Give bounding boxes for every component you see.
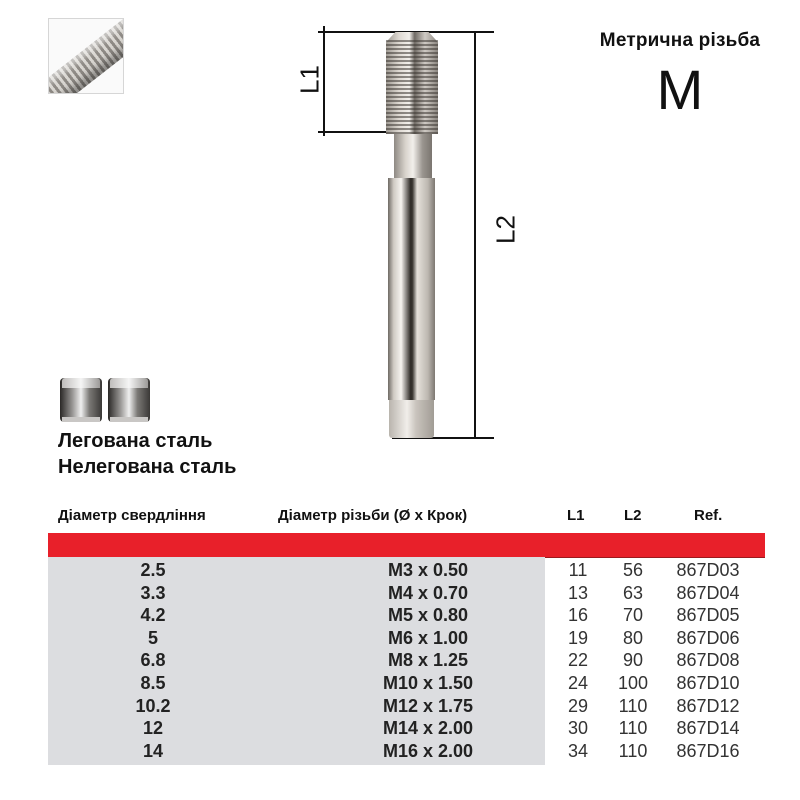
tap-shank bbox=[388, 178, 435, 400]
cell-ref: 867D08 bbox=[676, 650, 740, 671]
product-thumbnail[interactable] bbox=[48, 18, 124, 94]
thread-type-mark: M bbox=[656, 58, 704, 121]
table-row bbox=[48, 649, 765, 672]
spec-table-body bbox=[48, 559, 765, 762]
material-alloy-steel: Легована сталь bbox=[58, 430, 213, 452]
cell-ref: 867D06 bbox=[676, 627, 740, 648]
cell-l2: 110 bbox=[618, 718, 648, 739]
cell-ref: 867D05 bbox=[676, 605, 740, 626]
cell-l2: 110 bbox=[618, 740, 648, 761]
l1-label: L1 bbox=[294, 65, 325, 94]
cell-ref: 867D12 bbox=[676, 695, 740, 716]
alloy-steel-icon bbox=[60, 378, 102, 422]
cell-thread: M16 x 2.00 bbox=[382, 740, 474, 761]
cell-l1: 13 bbox=[567, 582, 589, 603]
header-l2: L2 bbox=[624, 507, 642, 524]
cell-l2: 56 bbox=[622, 560, 644, 580]
cell-l1: 19 bbox=[567, 627, 589, 648]
cell-drill: 10.2 bbox=[135, 695, 171, 716]
cell-l2: 63 bbox=[622, 582, 644, 603]
cell-l1: 30 bbox=[567, 718, 589, 739]
cell-thread: M14 x 2.00 bbox=[382, 718, 474, 739]
thread-type-title: Метрична різьба bbox=[599, 30, 761, 51]
table-row bbox=[48, 627, 765, 650]
cell-l1: 22 bbox=[567, 650, 589, 671]
l1-bottom-line bbox=[318, 131, 390, 133]
cell-l1: 11 bbox=[568, 560, 588, 580]
table-row bbox=[48, 582, 765, 605]
table-header-accent-bar bbox=[48, 533, 765, 557]
non-alloy-steel-icon bbox=[108, 378, 150, 422]
l2-label: L2 bbox=[490, 215, 521, 244]
tap-thread-grooves bbox=[386, 40, 438, 134]
tap-square-drive bbox=[389, 400, 434, 438]
cell-ref: 867D04 bbox=[676, 582, 740, 603]
cell-l2: 100 bbox=[617, 672, 649, 693]
cell-thread: M10 x 1.50 bbox=[382, 672, 474, 693]
header-l1: L1 bbox=[567, 507, 585, 524]
cell-thread: M12 x 1.75 bbox=[382, 695, 474, 716]
cell-thread: M6 x 1.00 bbox=[387, 627, 469, 648]
cell-ref: 867D10 bbox=[676, 672, 740, 693]
cell-thread: M3 x 0.50 bbox=[387, 560, 469, 580]
table-row bbox=[48, 695, 765, 718]
cell-drill: 3.3 bbox=[140, 582, 166, 603]
tap-thread-closeup-image bbox=[48, 18, 124, 94]
cell-drill: 4.2 bbox=[140, 605, 166, 626]
cell-l1: 24 bbox=[567, 672, 589, 693]
cell-l1: 29 bbox=[567, 695, 589, 716]
cell-ref: 867D03 bbox=[676, 560, 740, 580]
cell-drill: 6.8 bbox=[140, 650, 166, 671]
cell-thread: M4 x 0.70 bbox=[387, 582, 469, 603]
table-row bbox=[48, 740, 765, 763]
header-drill-diameter: Діаметр свердління bbox=[58, 507, 206, 524]
table-row bbox=[48, 717, 765, 740]
cell-drill: 14 bbox=[142, 740, 164, 761]
cell-ref: 867D16 bbox=[676, 740, 740, 761]
cell-l1: 16 bbox=[567, 605, 589, 626]
header-thread-diameter: Діаметр різьби (Ø x Крок) bbox=[278, 507, 468, 524]
table-row bbox=[48, 604, 765, 627]
cell-thread: M8 x 1.25 bbox=[387, 650, 469, 671]
cell-ref: 867D14 bbox=[676, 718, 740, 739]
l2-vertical-line bbox=[474, 31, 476, 439]
cell-l2: 80 bbox=[622, 627, 644, 648]
tap-neck bbox=[394, 134, 432, 178]
header-ref: Ref. bbox=[694, 507, 723, 524]
table-row bbox=[48, 559, 765, 582]
table-row bbox=[48, 672, 765, 695]
cell-drill: 2.5 bbox=[140, 560, 166, 580]
cell-l2: 70 bbox=[622, 605, 644, 626]
cell-drill: 5 bbox=[147, 627, 158, 648]
cell-l2: 110 bbox=[618, 695, 648, 716]
cell-l1: 34 bbox=[567, 740, 589, 761]
material-non-alloy-steel: Нелегована сталь bbox=[58, 456, 237, 478]
cell-drill: 12 bbox=[142, 718, 164, 739]
cell-thread: M5 x 0.80 bbox=[387, 605, 469, 626]
cell-drill: 8.5 bbox=[140, 672, 166, 693]
cell-l2: 90 bbox=[622, 650, 644, 671]
